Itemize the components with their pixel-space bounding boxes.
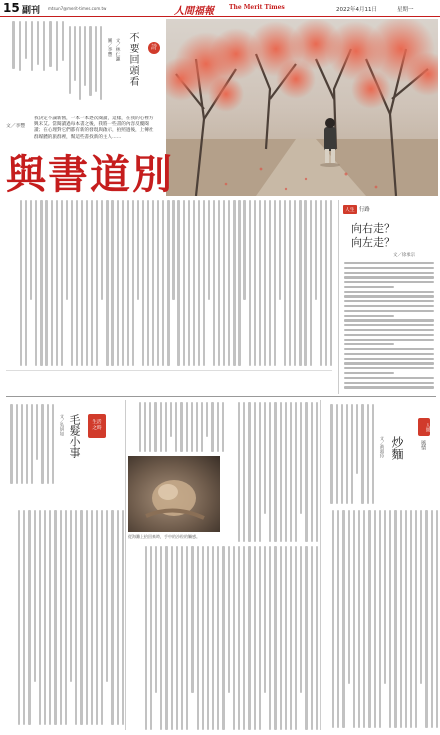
text-line — [372, 404, 374, 504]
text-line — [45, 200, 47, 366]
text-line — [290, 546, 292, 730]
text-line — [49, 510, 51, 725]
text-line — [188, 200, 190, 366]
text-line — [353, 510, 355, 728]
text-line — [332, 510, 334, 728]
text-line — [132, 200, 134, 366]
middle-body-top — [128, 402, 224, 452]
text-line — [344, 386, 434, 388]
noodle-section-label: 風情 — [420, 440, 426, 450]
noodle-title: 炒麵 — [390, 436, 404, 460]
text-line — [206, 402, 208, 437]
text-line — [305, 402, 307, 542]
life-section-label: 行路 — [359, 207, 370, 213]
text-line — [86, 510, 88, 725]
poem-title: 不要回頭看 — [127, 32, 138, 87]
text-line — [228, 200, 230, 366]
text-line — [80, 510, 82, 725]
text-line — [222, 402, 224, 452]
text-line — [213, 200, 215, 366]
intro-byline: 文／李豐 — [6, 124, 26, 129]
text-line — [207, 546, 209, 730]
text-line — [183, 200, 185, 366]
text-line — [91, 200, 93, 366]
noodle-badge: 人間 — [418, 418, 430, 436]
text-line — [341, 404, 343, 504]
text-line — [171, 546, 173, 730]
text-line — [180, 402, 182, 452]
text-line — [344, 343, 394, 345]
text-line — [223, 200, 225, 366]
text-line — [81, 200, 83, 366]
poem-author: 文／林仁灝 — [115, 38, 120, 61]
text-line — [269, 546, 271, 730]
text-line — [425, 510, 427, 728]
noodle-body-top — [322, 404, 374, 504]
text-line — [26, 404, 28, 484]
text-line — [71, 200, 73, 366]
text-line — [344, 291, 434, 293]
text-line — [139, 402, 141, 452]
text-line — [162, 200, 164, 366]
text-line — [157, 200, 159, 366]
text-line — [175, 402, 177, 452]
hair-body-top — [6, 404, 54, 484]
text-line — [344, 310, 434, 312]
text-line — [254, 546, 256, 730]
text-line — [34, 510, 36, 682]
text-line — [336, 404, 338, 504]
text-line — [344, 305, 434, 307]
text-line — [299, 200, 301, 366]
text-line — [311, 546, 313, 730]
text-line — [20, 200, 22, 366]
life-badge: 人生 — [343, 205, 357, 214]
hair-badge-top: 生活 — [92, 420, 102, 425]
feature-article-body — [6, 200, 332, 366]
text-line — [56, 200, 58, 366]
text-line — [394, 510, 396, 728]
text-line — [160, 546, 162, 730]
life-author: 文／徐承宗 — [393, 253, 415, 258]
text-line — [191, 546, 193, 693]
text-line — [344, 267, 434, 269]
text-line — [60, 510, 62, 725]
text-line — [155, 546, 157, 693]
text-line — [361, 404, 363, 504]
text-line — [295, 402, 297, 542]
text-line — [197, 546, 199, 730]
text-line — [436, 510, 438, 728]
text-line — [96, 200, 98, 366]
text-line — [264, 546, 266, 693]
text-line — [86, 200, 88, 366]
text-line — [238, 402, 240, 542]
text-line — [233, 546, 235, 730]
column-divider — [320, 400, 321, 730]
noodle-story-block — [322, 400, 438, 730]
text-line — [304, 200, 306, 366]
text-line — [254, 402, 256, 542]
text-line — [344, 262, 434, 264]
text-line — [122, 200, 124, 366]
text-line — [191, 402, 193, 452]
weekday: 星期一 — [397, 7, 414, 13]
text-line — [193, 200, 195, 366]
text-line — [346, 404, 348, 504]
text-line — [254, 200, 256, 366]
poem-badge: 詩 — [148, 42, 160, 54]
text-line — [344, 367, 434, 369]
text-line — [16, 404, 18, 484]
text-line — [186, 546, 188, 730]
intro-paragraph: 我決定不論新舊，一本一本逐次閱讀，這樣，在我的心裡方興未艾。當閱讀過每本書之後，我將一些書的內容反覆閱讀；在心理對它們都有新的發現與啟示，拍照過後，上傳社群媒體的旅群裡，幫這些書找新的主人…… — [34, 116, 154, 140]
feature-article-body-lower — [6, 370, 332, 395]
issue-date: 2022年4月11日 — [336, 7, 377, 13]
text-line — [344, 348, 434, 350]
text-line — [344, 362, 434, 364]
life-title-1: 向右走？ — [351, 222, 395, 235]
text-line — [44, 510, 46, 725]
text-line — [61, 200, 63, 366]
text-line — [201, 402, 203, 452]
text-line — [264, 402, 266, 514]
text-line — [269, 402, 271, 542]
text-line — [316, 546, 318, 730]
text-line — [186, 402, 188, 452]
text-line — [165, 546, 167, 730]
poem-body — [68, 26, 102, 108]
text-line — [122, 510, 124, 725]
text-line — [243, 200, 245, 300]
text-line — [218, 200, 220, 366]
text-line — [410, 510, 412, 728]
text-line — [248, 402, 250, 542]
text-line — [198, 200, 200, 366]
text-line — [300, 546, 302, 693]
hair-story-block — [6, 400, 124, 730]
middle-body-upper-right — [226, 402, 318, 542]
text-line — [35, 200, 37, 366]
section-divider — [6, 396, 436, 397]
text-line — [325, 200, 327, 366]
text-line — [259, 200, 261, 366]
text-line — [222, 546, 224, 730]
text-line — [264, 200, 266, 366]
text-line — [54, 510, 56, 725]
text-line — [167, 200, 169, 366]
text-line — [101, 510, 103, 725]
text-line — [117, 200, 119, 366]
text-line — [344, 315, 394, 317]
text-line — [356, 404, 358, 474]
text-line — [337, 510, 339, 728]
text-line — [405, 510, 407, 728]
teaser-block — [6, 21, 64, 77]
text-line — [285, 402, 287, 542]
text-line — [344, 334, 434, 336]
text-line — [96, 510, 98, 725]
text-line — [269, 200, 271, 366]
text-line — [300, 402, 302, 514]
text-line — [363, 510, 365, 728]
text-line — [344, 276, 434, 278]
text-line — [295, 546, 297, 730]
text-line — [21, 404, 23, 484]
middle-body — [128, 546, 318, 730]
photo-caption: 從海灘上拾回來時，手中的沙粒的觸感。 — [128, 534, 200, 539]
text-line — [294, 200, 296, 366]
sand-photo — [128, 456, 220, 532]
text-line — [379, 510, 381, 728]
text-line — [31, 404, 33, 484]
text-line — [279, 200, 281, 300]
text-line — [66, 200, 68, 300]
text-line — [344, 272, 434, 274]
text-line — [170, 402, 172, 437]
text-line — [137, 200, 139, 300]
text-line — [259, 546, 261, 730]
text-line — [70, 510, 72, 682]
text-line — [181, 546, 183, 730]
text-line — [344, 286, 394, 288]
logo-text: 人間福報 — [174, 6, 214, 17]
text-line — [344, 281, 434, 283]
text-line — [18, 510, 20, 725]
text-line — [305, 546, 307, 730]
page-header — [0, 0, 440, 17]
text-line — [238, 200, 240, 366]
text-line — [344, 358, 434, 360]
text-line — [344, 295, 434, 297]
poem-illustrator: 圖／李豐 — [107, 38, 112, 57]
text-line — [41, 404, 43, 484]
text-line — [389, 510, 391, 728]
text-line — [330, 200, 332, 366]
text-line — [290, 402, 292, 542]
hair-badge-bottom: 之時 — [92, 426, 102, 431]
text-line — [52, 404, 54, 484]
text-line — [342, 510, 344, 728]
life-body — [344, 262, 434, 389]
text-line — [284, 200, 286, 366]
text-line — [176, 546, 178, 730]
text-line — [152, 200, 154, 366]
feature-title: 與書道別 — [6, 151, 174, 198]
text-line — [75, 510, 77, 725]
text-line — [320, 200, 322, 366]
text-line — [374, 510, 376, 728]
text-line — [344, 353, 434, 355]
text-line — [233, 200, 235, 366]
text-line — [91, 510, 93, 725]
logo-en: The Merit Times — [229, 4, 285, 11]
text-line — [274, 546, 276, 730]
text-line — [149, 402, 151, 452]
text-line — [36, 404, 38, 460]
text-line — [344, 382, 434, 384]
text-line — [76, 200, 78, 366]
text-line — [330, 404, 332, 504]
text-line — [127, 200, 129, 366]
text-line — [249, 200, 251, 366]
text-line — [154, 402, 156, 452]
text-line — [203, 200, 205, 366]
text-line — [285, 546, 287, 730]
text-line — [310, 200, 312, 366]
text-line — [351, 404, 353, 504]
text-line — [144, 402, 146, 452]
hair-badge — [88, 414, 106, 438]
text-line — [208, 200, 210, 300]
text-line — [25, 200, 27, 366]
text-line — [40, 200, 42, 366]
text-line — [217, 546, 219, 730]
text-line — [23, 510, 25, 725]
text-line — [39, 510, 41, 725]
hair-title: 毛髮小事 — [68, 414, 81, 458]
text-line — [65, 510, 67, 725]
text-line — [400, 510, 402, 728]
text-line — [344, 324, 434, 326]
text-line — [106, 200, 108, 366]
text-line — [344, 329, 434, 331]
text-line — [344, 300, 434, 302]
text-line — [101, 200, 103, 300]
text-line — [111, 510, 113, 725]
hand-holding-object-image — [128, 456, 220, 532]
text-line — [311, 402, 313, 542]
text-line — [415, 510, 417, 728]
right-column — [338, 200, 439, 394]
text-line — [344, 319, 434, 321]
email-address: mtsun7@merit-times.com.tw — [48, 6, 107, 11]
text-line — [172, 200, 174, 300]
hair-author: 文／吳妍如 — [59, 414, 64, 436]
text-line — [384, 510, 386, 684]
text-line — [315, 200, 317, 300]
text-line — [259, 402, 261, 542]
text-line — [243, 546, 245, 730]
text-line — [117, 510, 119, 725]
text-line — [147, 200, 149, 366]
text-line — [289, 200, 291, 366]
text-line — [106, 510, 108, 682]
page-number: 15 — [3, 1, 20, 15]
text-line — [160, 402, 162, 452]
text-line — [10, 404, 12, 484]
text-line — [217, 402, 219, 452]
text-line — [280, 546, 282, 730]
column-divider — [125, 400, 126, 730]
text-line — [212, 546, 214, 730]
text-line — [196, 402, 198, 452]
text-line — [30, 200, 32, 300]
noodle-author: 文／黃淑玲 — [379, 436, 384, 458]
text-line — [274, 402, 276, 542]
text-line — [211, 402, 213, 452]
section-name: 副刊 — [22, 6, 41, 16]
text-line — [420, 510, 422, 684]
text-line — [367, 404, 369, 504]
text-line — [348, 510, 350, 684]
noodle-body — [322, 510, 438, 728]
hero-photo — [166, 19, 438, 196]
text-line — [316, 402, 318, 542]
text-line — [228, 546, 230, 693]
hair-body — [6, 510, 124, 725]
text-line — [238, 546, 240, 730]
text-line — [142, 200, 144, 366]
text-line — [202, 546, 204, 730]
kapok-trees-illustration — [166, 19, 438, 196]
text-line — [145, 546, 147, 730]
text-line — [248, 546, 250, 730]
text-line — [431, 510, 433, 728]
text-line — [177, 200, 179, 366]
text-line — [344, 372, 394, 374]
text-line — [358, 510, 360, 728]
text-line — [150, 546, 152, 730]
text-line — [280, 402, 282, 542]
text-line — [111, 200, 113, 366]
life-title-2: 向左走？ — [351, 236, 395, 249]
text-line — [243, 402, 245, 542]
text-line — [344, 339, 434, 341]
text-line — [368, 510, 370, 728]
text-line — [165, 402, 167, 452]
text-line — [28, 510, 30, 725]
text-line — [274, 200, 276, 366]
text-line — [47, 404, 49, 484]
text-line — [51, 200, 53, 366]
text-line — [344, 377, 434, 379]
